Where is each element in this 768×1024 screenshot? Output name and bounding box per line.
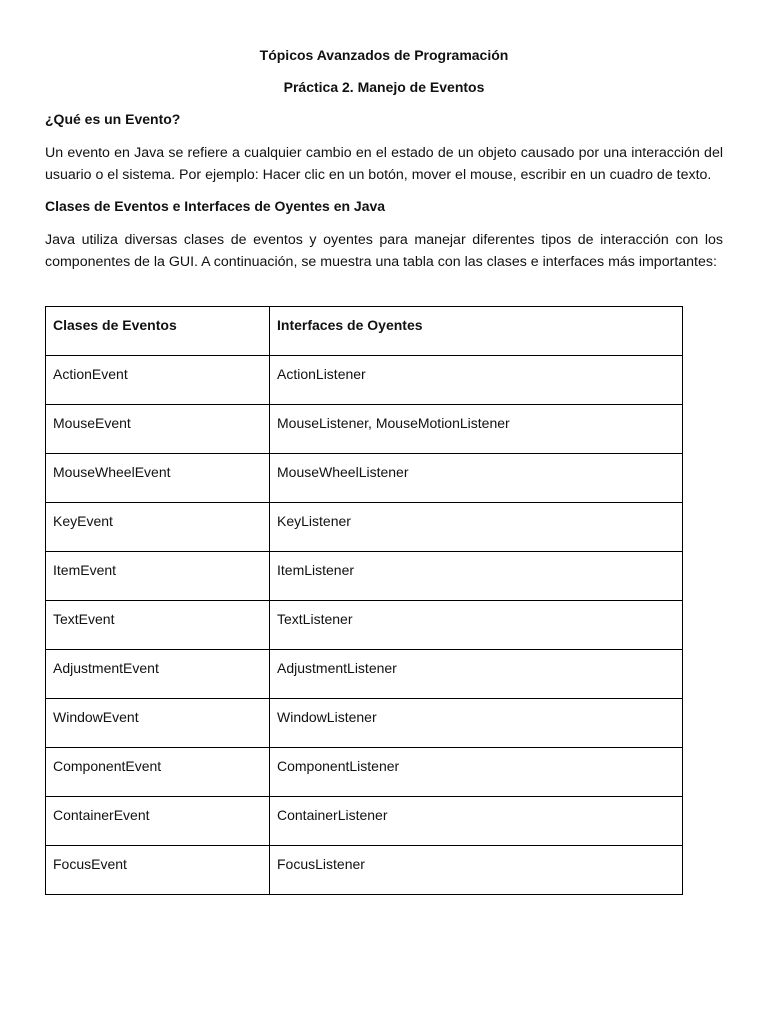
table-header-row bbox=[46, 307, 683, 356]
table-cell-listener-interface: WindowListener bbox=[270, 699, 683, 748]
table-cell-event-class: FocusEvent bbox=[46, 846, 270, 895]
table-cell-listener-interface: ComponentListener bbox=[270, 748, 683, 797]
section-paragraph-event-classes: Java utiliza diversas clases de eventos y oyentes para manejar diferentes tipos de interacción con los componentes de la GUI. A continuación, se muestra una tabla con las clases e interfaces más importantes: bbox=[45, 232, 723, 270]
table-row bbox=[46, 503, 683, 552]
table-cell-listener-interface: ContainerListener bbox=[270, 797, 683, 846]
table-row bbox=[46, 846, 683, 895]
document-subtitle: Práctica 2. Manejo de Eventos bbox=[283, 79, 485, 95]
table-row bbox=[46, 699, 683, 748]
table-header-event-classes: Clases de Eventos bbox=[46, 307, 270, 356]
table-cell-event-class: KeyEvent bbox=[46, 503, 270, 552]
table-row bbox=[46, 748, 683, 797]
table-cell-event-class: TextEvent bbox=[46, 601, 270, 650]
table-cell-event-class: WindowEvent bbox=[46, 699, 270, 748]
table-row bbox=[46, 601, 683, 650]
table-row bbox=[46, 454, 683, 503]
table-row bbox=[46, 797, 683, 846]
table-row bbox=[46, 650, 683, 699]
table-cell-listener-interface: ItemListener bbox=[270, 552, 683, 601]
table-row bbox=[46, 552, 683, 601]
section-heading-what-is-event: ¿Qué es un Evento? bbox=[45, 111, 181, 127]
table-cell-listener-interface: TextListener bbox=[270, 601, 683, 650]
document-title: Tópicos Avanzados de Programación bbox=[259, 47, 509, 63]
section-paragraph-what-is-event: Un evento en Java se refiere a cualquier cambio en el estado de un objeto causado por una interacción del usuario o el sistema. Por ejemplo: Hacer clic en un botón, mover el mouse, escribir en un cuadro de texto. bbox=[45, 145, 723, 183]
table-cell-listener-interface: AdjustmentListener bbox=[270, 650, 683, 699]
section-heading-event-classes: Clases de Eventos e Interfaces de Oyentes en Java bbox=[45, 198, 386, 214]
table-row bbox=[46, 356, 683, 405]
table-cell-event-class: ItemEvent bbox=[46, 552, 270, 601]
table-cell-event-class: ComponentEvent bbox=[46, 748, 270, 797]
table-cell-listener-interface: ActionListener bbox=[270, 356, 683, 405]
table-cell-listener-interface: MouseWheelListener bbox=[270, 454, 683, 503]
table-cell-listener-interface: FocusListener bbox=[270, 846, 683, 895]
table-cell-listener-interface: KeyListener bbox=[270, 503, 683, 552]
table-row bbox=[46, 405, 683, 454]
events-table bbox=[45, 306, 683, 895]
table-cell-event-class: ContainerEvent bbox=[46, 797, 270, 846]
table-cell-listener-interface: MouseListener, MouseMotionListener bbox=[270, 405, 683, 454]
table-cell-event-class: MouseWheelEvent bbox=[46, 454, 270, 503]
table-cell-event-class: ActionEvent bbox=[46, 356, 270, 405]
table-header-listener-interfaces: Interfaces de Oyentes bbox=[270, 307, 683, 356]
table-cell-event-class: MouseEvent bbox=[46, 405, 270, 454]
table-cell-event-class: AdjustmentEvent bbox=[46, 650, 270, 699]
